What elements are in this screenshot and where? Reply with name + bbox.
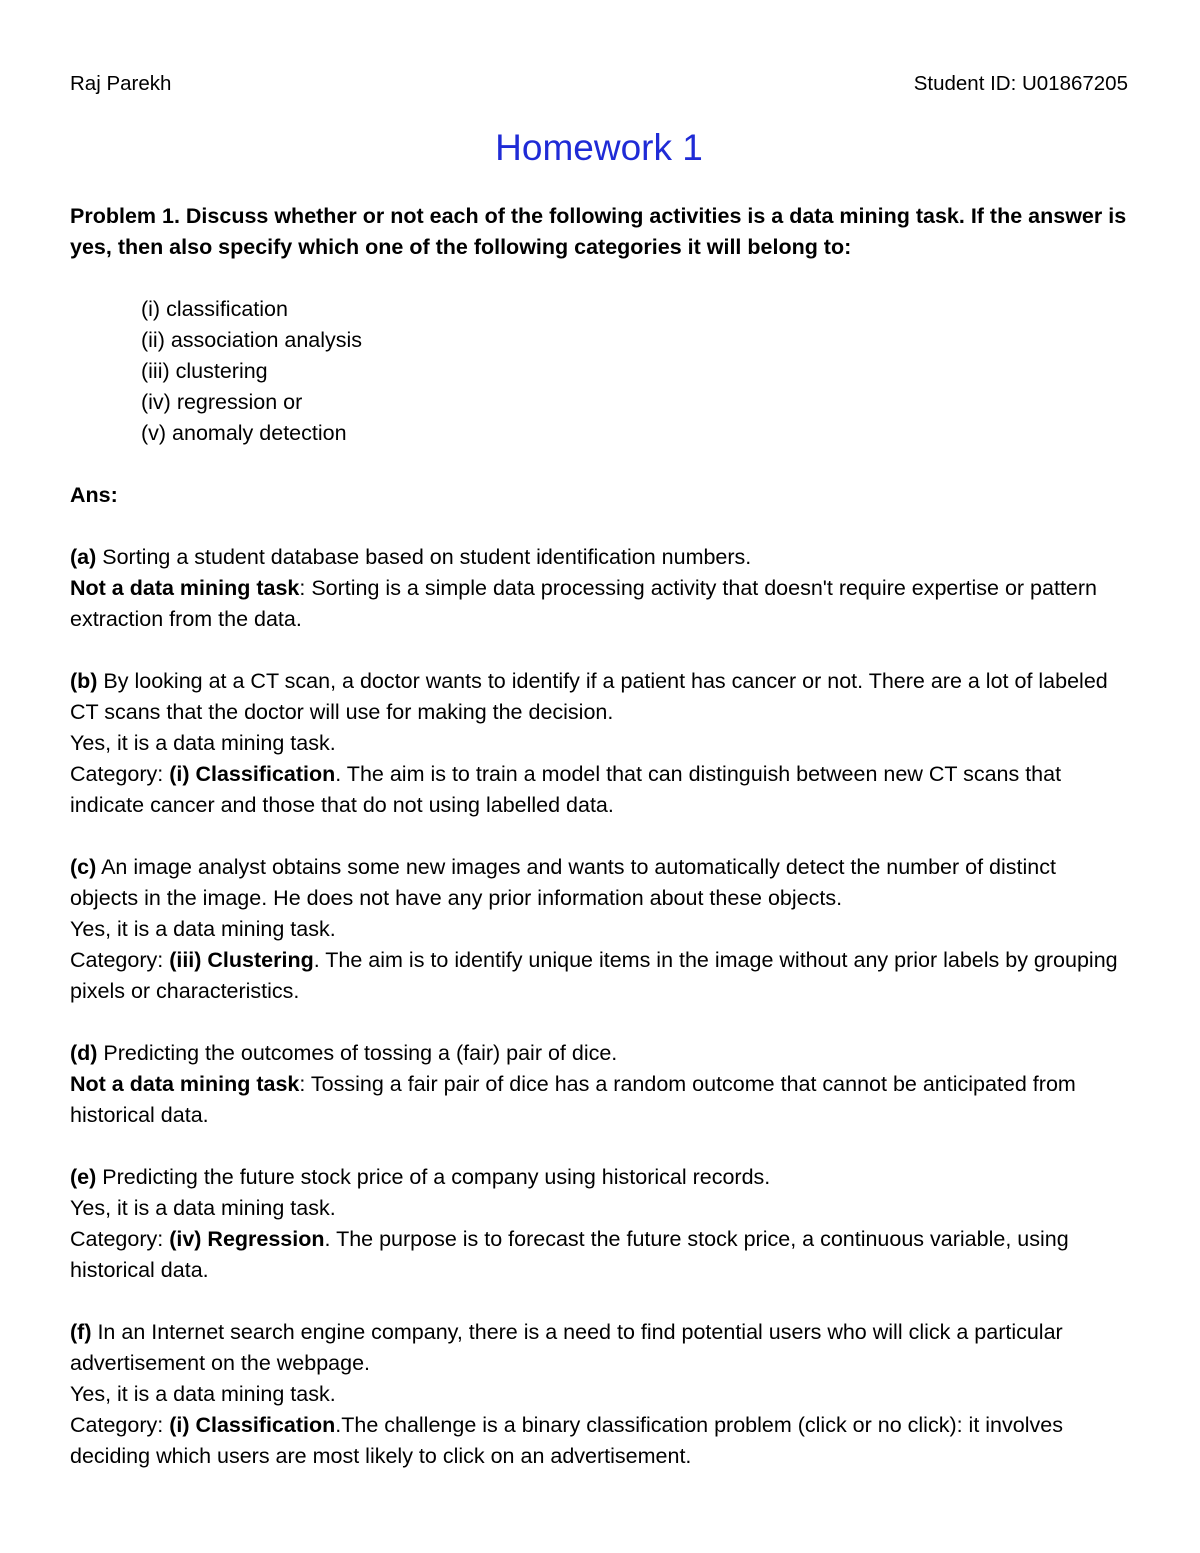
category-b: Category: (i) Classification. The aim is to train a model that can distinguish between new CT scans that indicate cancer and those that do not using labelled data.	[70, 762, 1062, 817]
answer-b	[70, 666, 1130, 821]
label-c: (c)	[70, 855, 97, 879]
category-list	[70, 294, 1130, 449]
document-title: Homework 1	[495, 126, 703, 168]
category-item: (iv) regression or	[141, 390, 303, 414]
label-e: (e)	[70, 1165, 97, 1189]
category-item: (v) anomaly detection	[141, 421, 347, 445]
question-f: (f) In an Internet search engine company, there is a need to find potential users who will click a particular advertisement on the webpage.	[70, 1320, 1063, 1375]
answer-e	[70, 1162, 1130, 1286]
category-item: (iii) clustering	[141, 359, 268, 383]
question-d: (d) Predicting the outcomes of tossing a (fair) pair of dice.	[70, 1041, 618, 1065]
student-name: Raj Parekh	[70, 72, 172, 95]
yes-b: Yes, it is a data mining task.	[70, 731, 336, 755]
header-row	[70, 68, 1128, 99]
yes-e: Yes, it is a data mining task.	[70, 1196, 336, 1220]
student-id: Student ID: U01867205	[913, 72, 1128, 95]
answer-c	[70, 852, 1130, 1007]
question-c: (c) An image analyst obtains some new images and wants to automatically detect the number of distinct objects in the image. He does not have any prior information about these objects.	[70, 855, 1056, 910]
answers-heading: Ans:	[70, 483, 118, 507]
answer-f	[70, 1317, 1130, 1472]
label-f: (f)	[70, 1320, 92, 1344]
label-d: (d)	[70, 1041, 98, 1065]
category-item: (ii) association analysis	[141, 328, 363, 352]
question-a: (a) Sorting a student database based on student identification numbers.	[70, 545, 752, 569]
category-e: Category: (iv) Regression. The purpose is to forecast the future stock price, a continuous variable, using historical data.	[70, 1227, 1069, 1282]
yes-f: Yes, it is a data mining task.	[70, 1382, 336, 1406]
yes-c: Yes, it is a data mining task.	[70, 917, 336, 941]
verdict-d: Not a data mining task: Tossing a fair pair of dice has a random outcome that cannot be anticipated from historical data.	[70, 1072, 1076, 1127]
label-a: (a)	[70, 545, 97, 569]
document-body	[70, 201, 1130, 1472]
answer-d	[70, 1038, 1130, 1131]
question-e: (e) Predicting the future stock price of a company using historical records.	[70, 1165, 771, 1189]
category-item: (i) classification	[141, 297, 288, 321]
problem-prompt: Problem 1. Discuss whether or not each of the following activities is a data mining task. If the answer is yes, then also specify which one of the following categories it will belong to:	[70, 204, 1127, 259]
label-b: (b)	[70, 669, 98, 693]
category-c: Category: (iii) Clustering. The aim is to identify unique items in the image without any prior labels by grouping pixels or characteristics.	[70, 948, 1118, 1003]
question-b: (b) By looking at a CT scan, a doctor wants to identify if a patient has cancer or not. There are a lot of labeled CT scans that the doctor will use for making the decision.	[70, 669, 1108, 724]
category-f: Category: (i) Classification.The challenge is a binary classification problem (click or no click): it involves deciding which users are most likely to click on an advertisement.	[70, 1413, 1063, 1468]
answer-a	[70, 542, 1130, 635]
verdict-a: Not a data mining task: Sorting is a simple data processing activity that doesn't require expertise or pattern extraction from the data.	[70, 576, 1097, 631]
